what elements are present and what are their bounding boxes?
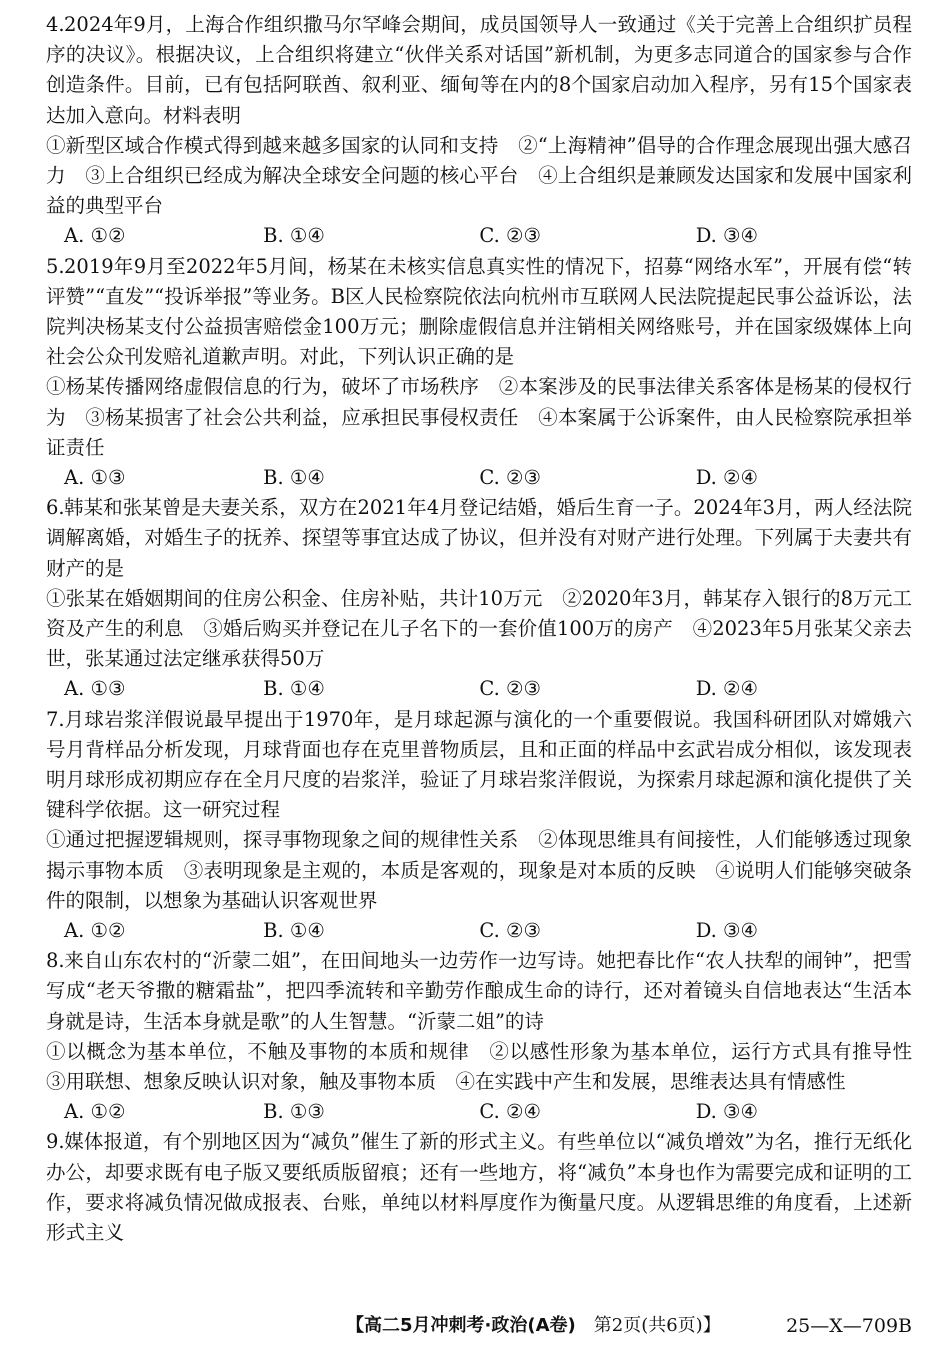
answer-choice-a: A. ①② (64, 1100, 126, 1124)
question-statements: ①杨某传播网络虚假信息的行为，破坏了市场秩序 ②本案涉及的民事法律关系客体是杨某的侵权行为 ③杨某损害了社会公共利益，应承担民事侵权责任 ④本案属于公诉案件，由人民检察院承担举证责任 (46, 375, 912, 459)
question-statements: ①张某在婚姻期间的住房公积金、住房补贴，共计10万元 ②2020年3月，韩某存入银行的8万元工资及产生的利息 ③婚后购买并登记在儿子名下的一套价值100万的房产 ④2023年5月张某父亲去世，张某通过法定继承获得50万 (46, 586, 912, 671)
question-8 (46, 946, 932, 1127)
footer-page-number: 第2页(共6页)】 (593, 1315, 721, 1336)
answer-choices (46, 674, 912, 704)
answer-choice-b: B. ①③ (263, 1100, 325, 1124)
question-4 (46, 10, 912, 252)
question-stem (46, 1127, 912, 1248)
question-5 (46, 252, 912, 494)
question-stem (46, 493, 912, 584)
answer-choice-b: B. ①④ (263, 466, 325, 490)
answer-choice-b: B. ①④ (263, 677, 325, 701)
answer-choice-c: C. ②③ (479, 677, 542, 701)
page-footer (46, 1311, 912, 1341)
question-stem (46, 946, 912, 1037)
answer-choice-a: A. ①② (64, 919, 126, 943)
question-number: 8. (46, 949, 65, 973)
answer-choices (46, 463, 912, 493)
question-number: 5. (46, 254, 65, 278)
answer-choice-d: D. ②④ (695, 466, 759, 490)
question-stem (46, 705, 912, 826)
answer-choices (46, 916, 912, 946)
question-number: 4. (46, 13, 65, 36)
question-text: 来自山东农村的“沂蒙二姐”，在田间地头一边劳作一边写诗。她把春比作“农人扶犁的闹钟”，把雪写成“老天爷撒的糖霜盐”，把四季流转和辛勤劳作酿成生命的诗行，还对着镜头自信地表达“生活本身就是诗，生活本身就是歌”的人生智慧。“沂蒙二姐”的诗 (46, 949, 912, 1033)
answer-choice-d: D. ③④ (695, 919, 759, 943)
footer-code: 25—X—709B (786, 1315, 912, 1337)
question-number: 6. (46, 496, 65, 520)
answer-choice-d: D. ③④ (695, 224, 759, 248)
question-text: 媒体报道，有个别地区因为“减负”催生了新的形式主义。有些单位以“减负增效”为名，推行无纸化办公，却要求既有电子版又要纸质版留痕；还有一些地方，将“减负”本身也作为需要完成和证明的工作，要求将减负情况做成报表、台账，单纯以材料厚度作为衡量尺度。从逻辑思维的角度看，上述新形式主义 (46, 1130, 912, 1245)
answer-choice-c: C. ②③ (479, 224, 542, 248)
answer-choices (46, 1097, 912, 1127)
answer-choice-a: A. ①③ (64, 677, 126, 701)
question-stem (46, 252, 912, 373)
answer-choice-d: D. ③④ (695, 1100, 759, 1124)
question-text: 月球岩浆洋假说最早提出于1970年，是月球起源与演化的一个重要假说。我国科研团队对嫦娥六号月背样品分析发现，月球背面也存在克里普物质层，且和正面的样品中玄武岩成分相似，该发现表明月球形成初期应存在全月尺度的岩浆洋，验证了月球岩浆洋假说，为探索月球起源和演化提供了关键科学依据。这一研究过程 (46, 707, 912, 822)
footer-exam-name: 【高二5月冲刺考·政治(A卷) (346, 1315, 576, 1336)
question-statements: ①通过把握逻辑规则，探寻事物现象之间的规律性关系 ②体现思维具有间接性，人们能够透过现象揭示事物本质 ③表明现象是主观的，本质是客观的，现象是对本质的反映 ④说明人们能够突破条件的限制，以想象为基础认识客观世界 (46, 828, 912, 912)
question-stem (46, 10, 912, 131)
answer-choice-c: C. ②③ (479, 919, 542, 943)
question-7 (46, 705, 912, 947)
question-9 (46, 1127, 912, 1248)
footer-title (346, 1311, 721, 1341)
question-number: 9. (46, 1130, 65, 1154)
question-number: 7. (46, 707, 65, 731)
question-list (46, 10, 932, 1248)
question-6 (46, 493, 912, 704)
answer-choice-b: B. ①④ (263, 224, 325, 248)
question-text: 2024年9月，上海合作组织撒马尔罕峰会期间，成员国领导人一致通过《关于完善上合组织扩员程序的决议》。根据决议，上合组织将建立“伙伴关系对话国”新机制，为更多志同道合的国家参与合作创造条件。目前，已有包括阿联酋、叙利亚、缅甸等在内的8个国家启动加入程序，另有15个国家表达加入意向。材料表明 (46, 13, 912, 127)
answer-choice-d: D. ②④ (695, 677, 759, 701)
question-text: 韩某和张某曾是夫妻关系，双方在2021年4月登记结婚，婚后生育一子。2024年3月，两人经法院调解离婚，对婚生子的抚养、探望等事宜达成了协议，但并没有对财产进行处理。下列属于夫妻共有财产的是 (46, 496, 912, 580)
answer-choice-a: A. ①② (64, 224, 126, 248)
answer-choice-c: C. ②④ (479, 1100, 542, 1124)
question-statements: ①以概念为基本单位，不触及事物的本质和规律 ②以感性形象为基本单位，运行方式具有推导性 ③用联想、想象反映认识对象，触及事物本质 ④在实践中产生和发展，思维表达具有情感性 (46, 1039, 932, 1094)
answer-choice-b: B. ①④ (263, 919, 325, 943)
question-statements: ①新型区域合作模式得到越来越多国家的认同和支持 ②“上海精神”倡导的合作理念展现出强大感召力 ③上合组织已经成为解决全球安全问题的核心平台 ④上合组织是兼顾发达国家和发展中国家利益的典型平台 (46, 133, 912, 218)
question-text: 2019年9月至2022年5月间，杨某在未核实信息真实性的情况下，招募“网络水军”，开展有偿“转评赞”“直发”“投诉举报”等业务。B区人民检察院依法向杭州市互联网人民法院提起民事公益诉讼，法院判决杨某支付公益损害赔偿金100万元；删除虚假信息并注销相关网络账号，并在国家级媒体上向社会公众刊发赔礼道歉声明。对此，下列认识正确的是 (46, 254, 912, 369)
answer-choices (46, 221, 912, 251)
answer-choice-c: C. ②③ (479, 466, 542, 490)
answer-choice-a: A. ①③ (64, 466, 126, 490)
